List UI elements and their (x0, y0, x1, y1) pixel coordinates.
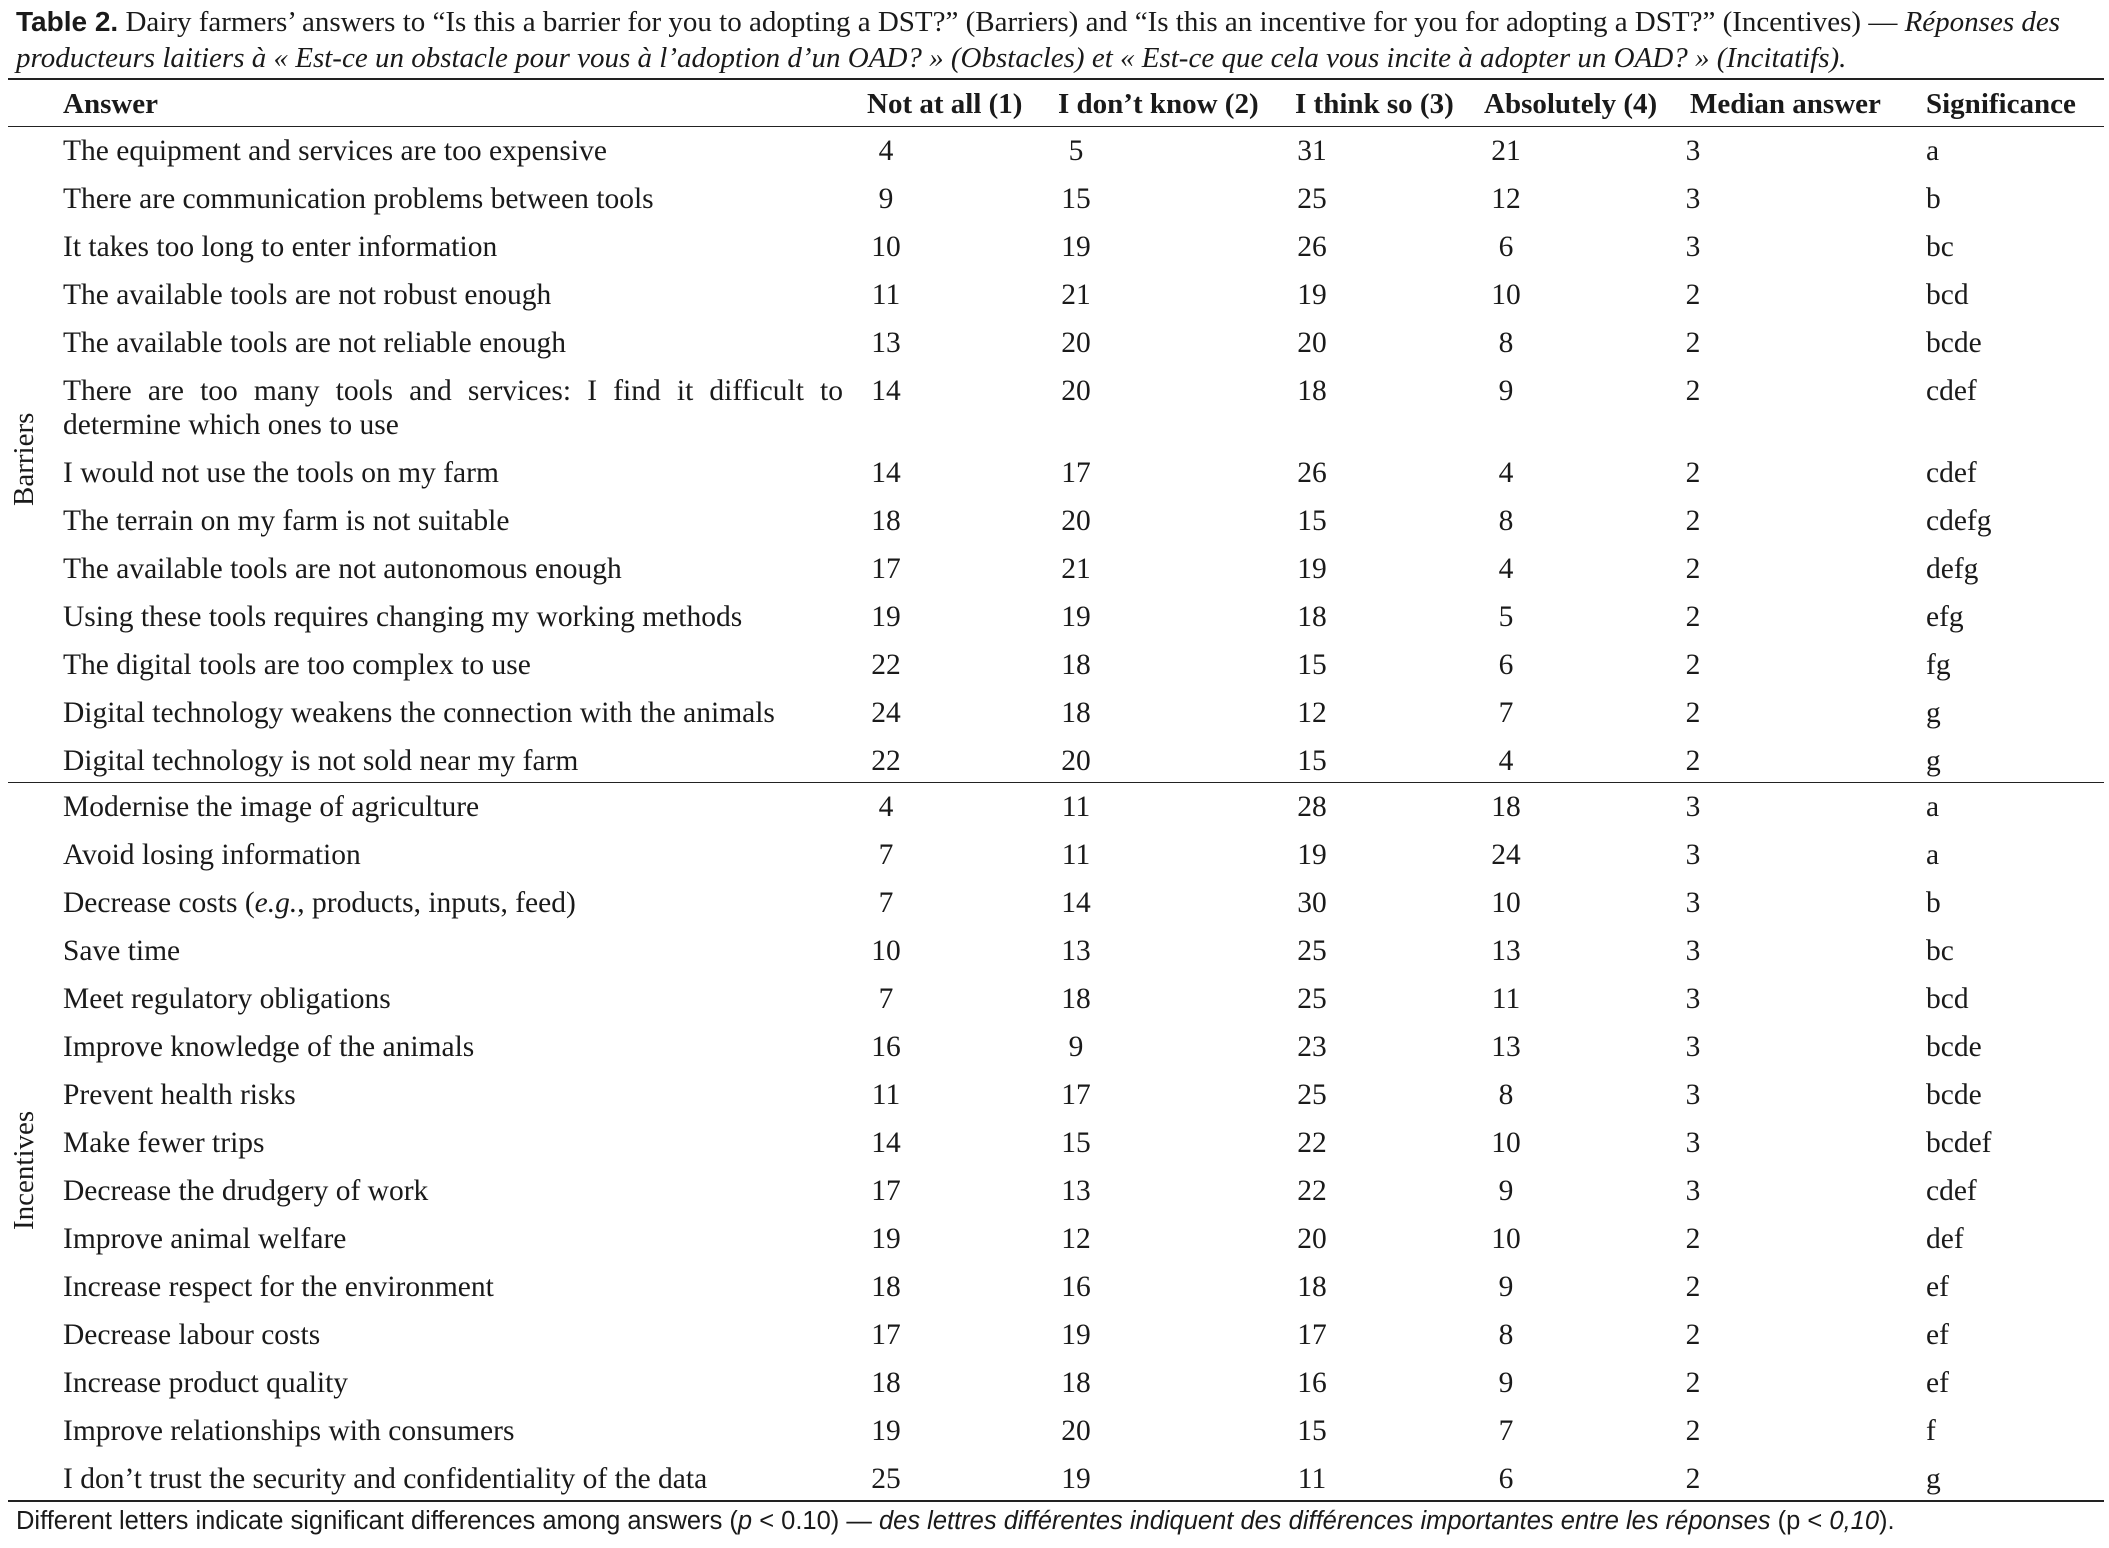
think-so-count: 22 (1297, 1127, 1327, 1159)
think-so-count: 17 (1297, 1319, 1327, 1351)
median-answer-value: 3 (1685, 839, 1701, 871)
header-rule (8, 126, 2104, 127)
answer-cell: Avoid losing information (63, 839, 361, 871)
think-so-count: 20 (1297, 327, 1327, 359)
answer-cell (63, 886, 843, 920)
think-so-count: 25 (1297, 1079, 1327, 1111)
dont-know-count: 20 (1061, 327, 1091, 359)
answer-cell: Decrease labour costs (63, 1319, 321, 1351)
think-so-count: 19 (1297, 553, 1327, 585)
answer-cell: Increase product quality (63, 1367, 349, 1399)
significance-letters: efg (1926, 601, 1964, 633)
absolutely-count: 6 (1498, 1463, 1514, 1495)
answer-cell: Improve relationships with consumers (63, 1415, 515, 1447)
significance-letters: g (1926, 697, 1941, 729)
significance-letters: f (1926, 1415, 1936, 1447)
answer-cell: The available tools are not robust enough (63, 279, 552, 311)
header-think-so: I think so (3) (1295, 88, 1454, 120)
median-answer-value: 3 (1685, 1079, 1701, 1111)
not-at-all-count: 14 (871, 375, 901, 407)
significance-letters: cdefg (1926, 505, 1992, 537)
dont-know-count: 18 (1061, 1367, 1091, 1399)
not-at-all-count: 22 (871, 745, 901, 777)
footnote-part2: < 0.10) — (752, 1507, 879, 1535)
answer-cell: The terrain on my farm is not suitable (63, 505, 510, 537)
median-answer-value: 3 (1685, 1031, 1701, 1063)
dont-know-count: 19 (1061, 601, 1091, 633)
not-at-all-count: 18 (871, 1367, 901, 1399)
significance-letters: a (1926, 791, 1940, 823)
absolutely-count: 9 (1498, 1367, 1514, 1399)
think-so-count: 25 (1297, 983, 1327, 1015)
absolutely-count: 13 (1491, 935, 1521, 967)
significance-letters: fg (1926, 649, 1951, 681)
absolutely-count: 12 (1491, 183, 1521, 215)
absolutely-count: 4 (1498, 457, 1514, 489)
median-answer-value: 3 (1685, 1175, 1701, 1207)
group-label-barriers: Barriers (8, 412, 40, 506)
absolutely-count: 4 (1498, 553, 1514, 585)
not-at-all-count: 10 (871, 231, 901, 263)
answer-cell: The equipment and services are too expensive (63, 135, 607, 167)
think-so-count: 15 (1297, 1415, 1327, 1447)
think-so-count: 11 (1297, 1463, 1327, 1495)
answer-cell: Make fewer trips (63, 1127, 265, 1159)
not-at-all-count: 14 (871, 1127, 901, 1159)
think-so-count: 15 (1297, 649, 1327, 681)
think-so-count: 31 (1297, 135, 1327, 167)
median-answer-value: 3 (1685, 183, 1701, 215)
not-at-all-count: 11 (871, 1079, 901, 1111)
absolutely-count: 10 (1491, 887, 1521, 919)
significance-letters: bcde (1926, 1031, 1982, 1063)
significance-letters: bcde (1926, 327, 1982, 359)
dont-know-count: 17 (1061, 1079, 1091, 1111)
absolutely-count: 5 (1498, 601, 1514, 633)
median-answer-value: 3 (1685, 887, 1701, 919)
absolutely-count: 11 (1491, 983, 1521, 1015)
significance-letters: b (1926, 887, 1941, 919)
answer-cell: Increase respect for the environment (63, 1271, 494, 1303)
caption-label: Table 2. (16, 6, 119, 37)
dont-know-count: 16 (1061, 1271, 1091, 1303)
absolutely-count: 7 (1498, 1415, 1514, 1447)
think-so-count: 26 (1297, 231, 1327, 263)
median-answer-value: 3 (1685, 1127, 1701, 1159)
significance-letters: a (1926, 839, 1940, 871)
dont-know-count: 20 (1061, 745, 1091, 777)
absolutely-count: 9 (1498, 1271, 1514, 1303)
top-rule (8, 78, 2104, 80)
significance-letters: cdef (1926, 1175, 1977, 1207)
median-answer-value: 2 (1685, 649, 1701, 681)
think-so-count: 25 (1297, 935, 1327, 967)
significance-letters: a (1926, 135, 1940, 167)
think-so-count: 18 (1297, 601, 1327, 633)
answer-cell: Modernise the image of agriculture (63, 791, 480, 823)
footnote-part3: (p < (1770, 1507, 1830, 1535)
dont-know-count: 9 (1068, 1031, 1084, 1063)
answer-cell: I would not use the tools on my farm (63, 457, 499, 489)
dont-know-count: 17 (1061, 457, 1091, 489)
think-so-count: 22 (1297, 1175, 1327, 1207)
significance-letters: cdef (1926, 457, 1977, 489)
dont-know-count: 11 (1061, 839, 1091, 871)
significance-letters: ef (1926, 1319, 1949, 1351)
table-footnote (16, 1505, 2096, 1537)
not-at-all-count: 18 (871, 1271, 901, 1303)
group-divider-rule (8, 782, 2104, 783)
think-so-count: 16 (1297, 1367, 1327, 1399)
dont-know-count: 15 (1061, 1127, 1091, 1159)
dont-know-count: 5 (1068, 135, 1084, 167)
median-answer-value: 2 (1685, 327, 1701, 359)
dont-know-count: 20 (1061, 375, 1091, 407)
median-answer-value: 2 (1685, 457, 1701, 489)
significance-letters: bcd (1926, 983, 1969, 1015)
absolutely-count: 10 (1491, 1223, 1521, 1255)
think-so-count: 19 (1297, 839, 1327, 871)
not-at-all-count: 11 (871, 279, 901, 311)
answer-cell: I don’t trust the security and confidentiality of the data (63, 1463, 708, 1495)
caption-text-french: Réponses des producteurs laitiers à « Est-ce un obstacle pour vous à l’adoption d’un OAD? » (Obstacles) et « Est-ce que cela vous incite à adopter un OAD? » (Incitatifs). (16, 6, 2061, 74)
median-answer-value: 2 (1685, 1367, 1701, 1399)
not-at-all-count: 14 (871, 457, 901, 489)
not-at-all-count: 25 (871, 1463, 901, 1495)
dont-know-count: 19 (1061, 231, 1091, 263)
dont-know-count: 12 (1061, 1223, 1091, 1255)
significance-letters: bcde (1926, 1079, 1982, 1111)
not-at-all-count: 9 (878, 183, 894, 215)
bottom-rule (8, 1500, 2104, 1502)
median-answer-value: 2 (1685, 1463, 1701, 1495)
think-so-count: 30 (1297, 887, 1327, 919)
caption-text-english: Dairy farmers’ answers to “Is this a barrier for you to adopting a DST?” (Barriers) and “Is this an incentive for you for adopting a DST?” (Incentives) — (118, 6, 1905, 38)
median-answer-value: 2 (1685, 1223, 1701, 1255)
significance-letters: bc (1926, 231, 1954, 263)
think-so-count: 12 (1297, 697, 1327, 729)
median-answer-value: 2 (1685, 601, 1701, 633)
answer-text-pre: Decrease costs ( (63, 887, 255, 919)
median-answer-value: 2 (1685, 279, 1701, 311)
absolutely-count: 7 (1498, 697, 1514, 729)
absolutely-count: 8 (1498, 1319, 1514, 1351)
header-not-at-all: Not at all (1) (867, 88, 1023, 120)
answer-cell: There are communication problems between tools (63, 183, 654, 215)
header-significance: Significance (1926, 88, 2076, 120)
think-so-count: 23 (1297, 1031, 1327, 1063)
absolutely-count: 10 (1491, 1127, 1521, 1159)
significance-letters: bc (1926, 935, 1954, 967)
answer-text-italic: e.g. (254, 887, 298, 919)
not-at-all-count: 10 (871, 935, 901, 967)
dont-know-count: 11 (1061, 791, 1091, 823)
dont-know-count: 21 (1061, 279, 1091, 311)
not-at-all-count: 22 (871, 649, 901, 681)
not-at-all-count: 7 (878, 887, 894, 919)
not-at-all-count: 18 (871, 505, 901, 537)
median-answer-value: 3 (1685, 231, 1701, 263)
significance-letters: b (1926, 183, 1941, 215)
not-at-all-count: 7 (878, 839, 894, 871)
not-at-all-count: 17 (871, 1319, 901, 1351)
answer-cell: Digital technology weakens the connection with the animals (63, 697, 775, 729)
median-answer-value: 3 (1685, 135, 1701, 167)
median-answer-value: 2 (1685, 375, 1701, 407)
dont-know-count: 14 (1061, 887, 1091, 919)
absolutely-count: 6 (1498, 231, 1514, 263)
not-at-all-count: 16 (871, 1031, 901, 1063)
absolutely-count: 9 (1498, 1175, 1514, 1207)
significance-letters: g (1926, 1463, 1941, 1495)
absolutely-count: 18 (1491, 791, 1521, 823)
not-at-all-count: 19 (871, 1223, 901, 1255)
answer-cell: Meet regulatory obligations (63, 983, 391, 1015)
answer-cell: Prevent health risks (63, 1079, 296, 1111)
answer-cell: Improve animal welfare (63, 1223, 347, 1255)
think-so-count: 18 (1297, 1271, 1327, 1303)
not-at-all-count: 17 (871, 1175, 901, 1207)
header-answer: Answer (63, 88, 159, 120)
absolutely-count: 10 (1491, 279, 1521, 311)
dont-know-count: 18 (1061, 697, 1091, 729)
header-absolutely: Absolutely (4) (1484, 88, 1658, 120)
answer-cell: Save time (63, 935, 181, 967)
significance-letters: defg (1926, 553, 1979, 585)
think-so-count: 18 (1297, 375, 1327, 407)
significance-letters: g (1926, 745, 1941, 777)
answer-cell: It takes too long to enter information (63, 231, 498, 263)
answer-cell: Using these tools requires changing my working methods (63, 601, 743, 633)
dont-know-count: 20 (1061, 1415, 1091, 1447)
header-median-answer: Median answer (1690, 88, 1881, 120)
answer-text-post: , products, inputs, feed) (297, 887, 576, 919)
answer-cell: Improve knowledge of the animals (63, 1031, 475, 1063)
absolutely-count: 24 (1491, 839, 1521, 871)
significance-letters: cdef (1926, 375, 1977, 407)
answer-cell: The available tools are not reliable enough (63, 327, 566, 359)
median-answer-value: 2 (1685, 553, 1701, 585)
footnote-p: p (737, 1507, 753, 1535)
not-at-all-count: 4 (878, 791, 894, 823)
absolutely-count: 8 (1498, 1079, 1514, 1111)
not-at-all-count: 19 (871, 601, 901, 633)
answer-cell: There are too many tools and services: I find it difficult to determine which ones to use (63, 375, 843, 441)
median-answer-value: 2 (1685, 1415, 1701, 1447)
answer-cell: The available tools are not autonomous enough (63, 553, 622, 585)
not-at-all-count: 19 (871, 1415, 901, 1447)
median-answer-value: 2 (1685, 697, 1701, 729)
think-so-count: 20 (1297, 1223, 1327, 1255)
dont-know-count: 19 (1061, 1319, 1091, 1351)
dont-know-count: 13 (1061, 935, 1091, 967)
absolutely-count: 6 (1498, 649, 1514, 681)
significance-letters: def (1926, 1223, 1964, 1255)
think-so-count: 25 (1297, 183, 1327, 215)
footnote-part4: ). (1879, 1507, 1895, 1535)
think-so-count: 19 (1297, 279, 1327, 311)
not-at-all-count: 17 (871, 553, 901, 585)
answer-cell: Digital technology is not sold near my farm (63, 745, 579, 777)
significance-letters: ef (1926, 1271, 1949, 1303)
think-so-count: 28 (1297, 791, 1327, 823)
footnote-part1: Different letters indicate significant differences among answers ( (16, 1507, 738, 1535)
median-answer-value: 3 (1685, 935, 1701, 967)
not-at-all-count: 4 (878, 135, 894, 167)
median-answer-value: 2 (1685, 1271, 1701, 1303)
median-answer-value: 3 (1685, 791, 1701, 823)
absolutely-count: 8 (1498, 327, 1514, 359)
significance-letters: bcdef (1926, 1127, 1992, 1159)
dont-know-count: 20 (1061, 505, 1091, 537)
footnote-french-value: 0,10 (1829, 1507, 1880, 1535)
think-so-count: 26 (1297, 457, 1327, 489)
dont-know-count: 13 (1061, 1175, 1091, 1207)
absolutely-count: 8 (1498, 505, 1514, 537)
significance-letters: bcd (1926, 279, 1969, 311)
think-so-count: 15 (1297, 745, 1327, 777)
table-caption (16, 4, 2096, 76)
dont-know-count: 15 (1061, 183, 1091, 215)
dont-know-count: 18 (1061, 983, 1091, 1015)
group-label-incentives: Incentives (8, 1110, 40, 1230)
median-answer-value: 3 (1685, 983, 1701, 1015)
not-at-all-count: 13 (871, 327, 901, 359)
median-answer-value: 2 (1685, 505, 1701, 537)
not-at-all-count: 24 (871, 697, 901, 729)
absolutely-count: 9 (1498, 375, 1514, 407)
median-answer-value: 2 (1685, 1319, 1701, 1351)
dont-know-count: 21 (1061, 553, 1091, 585)
not-at-all-count: 7 (878, 983, 894, 1015)
absolutely-count: 4 (1498, 745, 1514, 777)
footnote-french: des lettres différentes indiquent des différences importantes entre les réponses (878, 1507, 1771, 1535)
absolutely-count: 13 (1491, 1031, 1521, 1063)
median-answer-value: 2 (1685, 745, 1701, 777)
dont-know-count: 18 (1061, 649, 1091, 681)
dont-know-count: 19 (1061, 1463, 1091, 1495)
answer-cell: The digital tools are too complex to use (63, 649, 531, 681)
think-so-count: 15 (1297, 505, 1327, 537)
answer-cell: Decrease the drudgery of work (63, 1175, 429, 1207)
significance-letters: ef (1926, 1367, 1949, 1399)
header-dont-know: I don’t know (2) (1058, 88, 1259, 120)
absolutely-count: 21 (1491, 135, 1521, 167)
